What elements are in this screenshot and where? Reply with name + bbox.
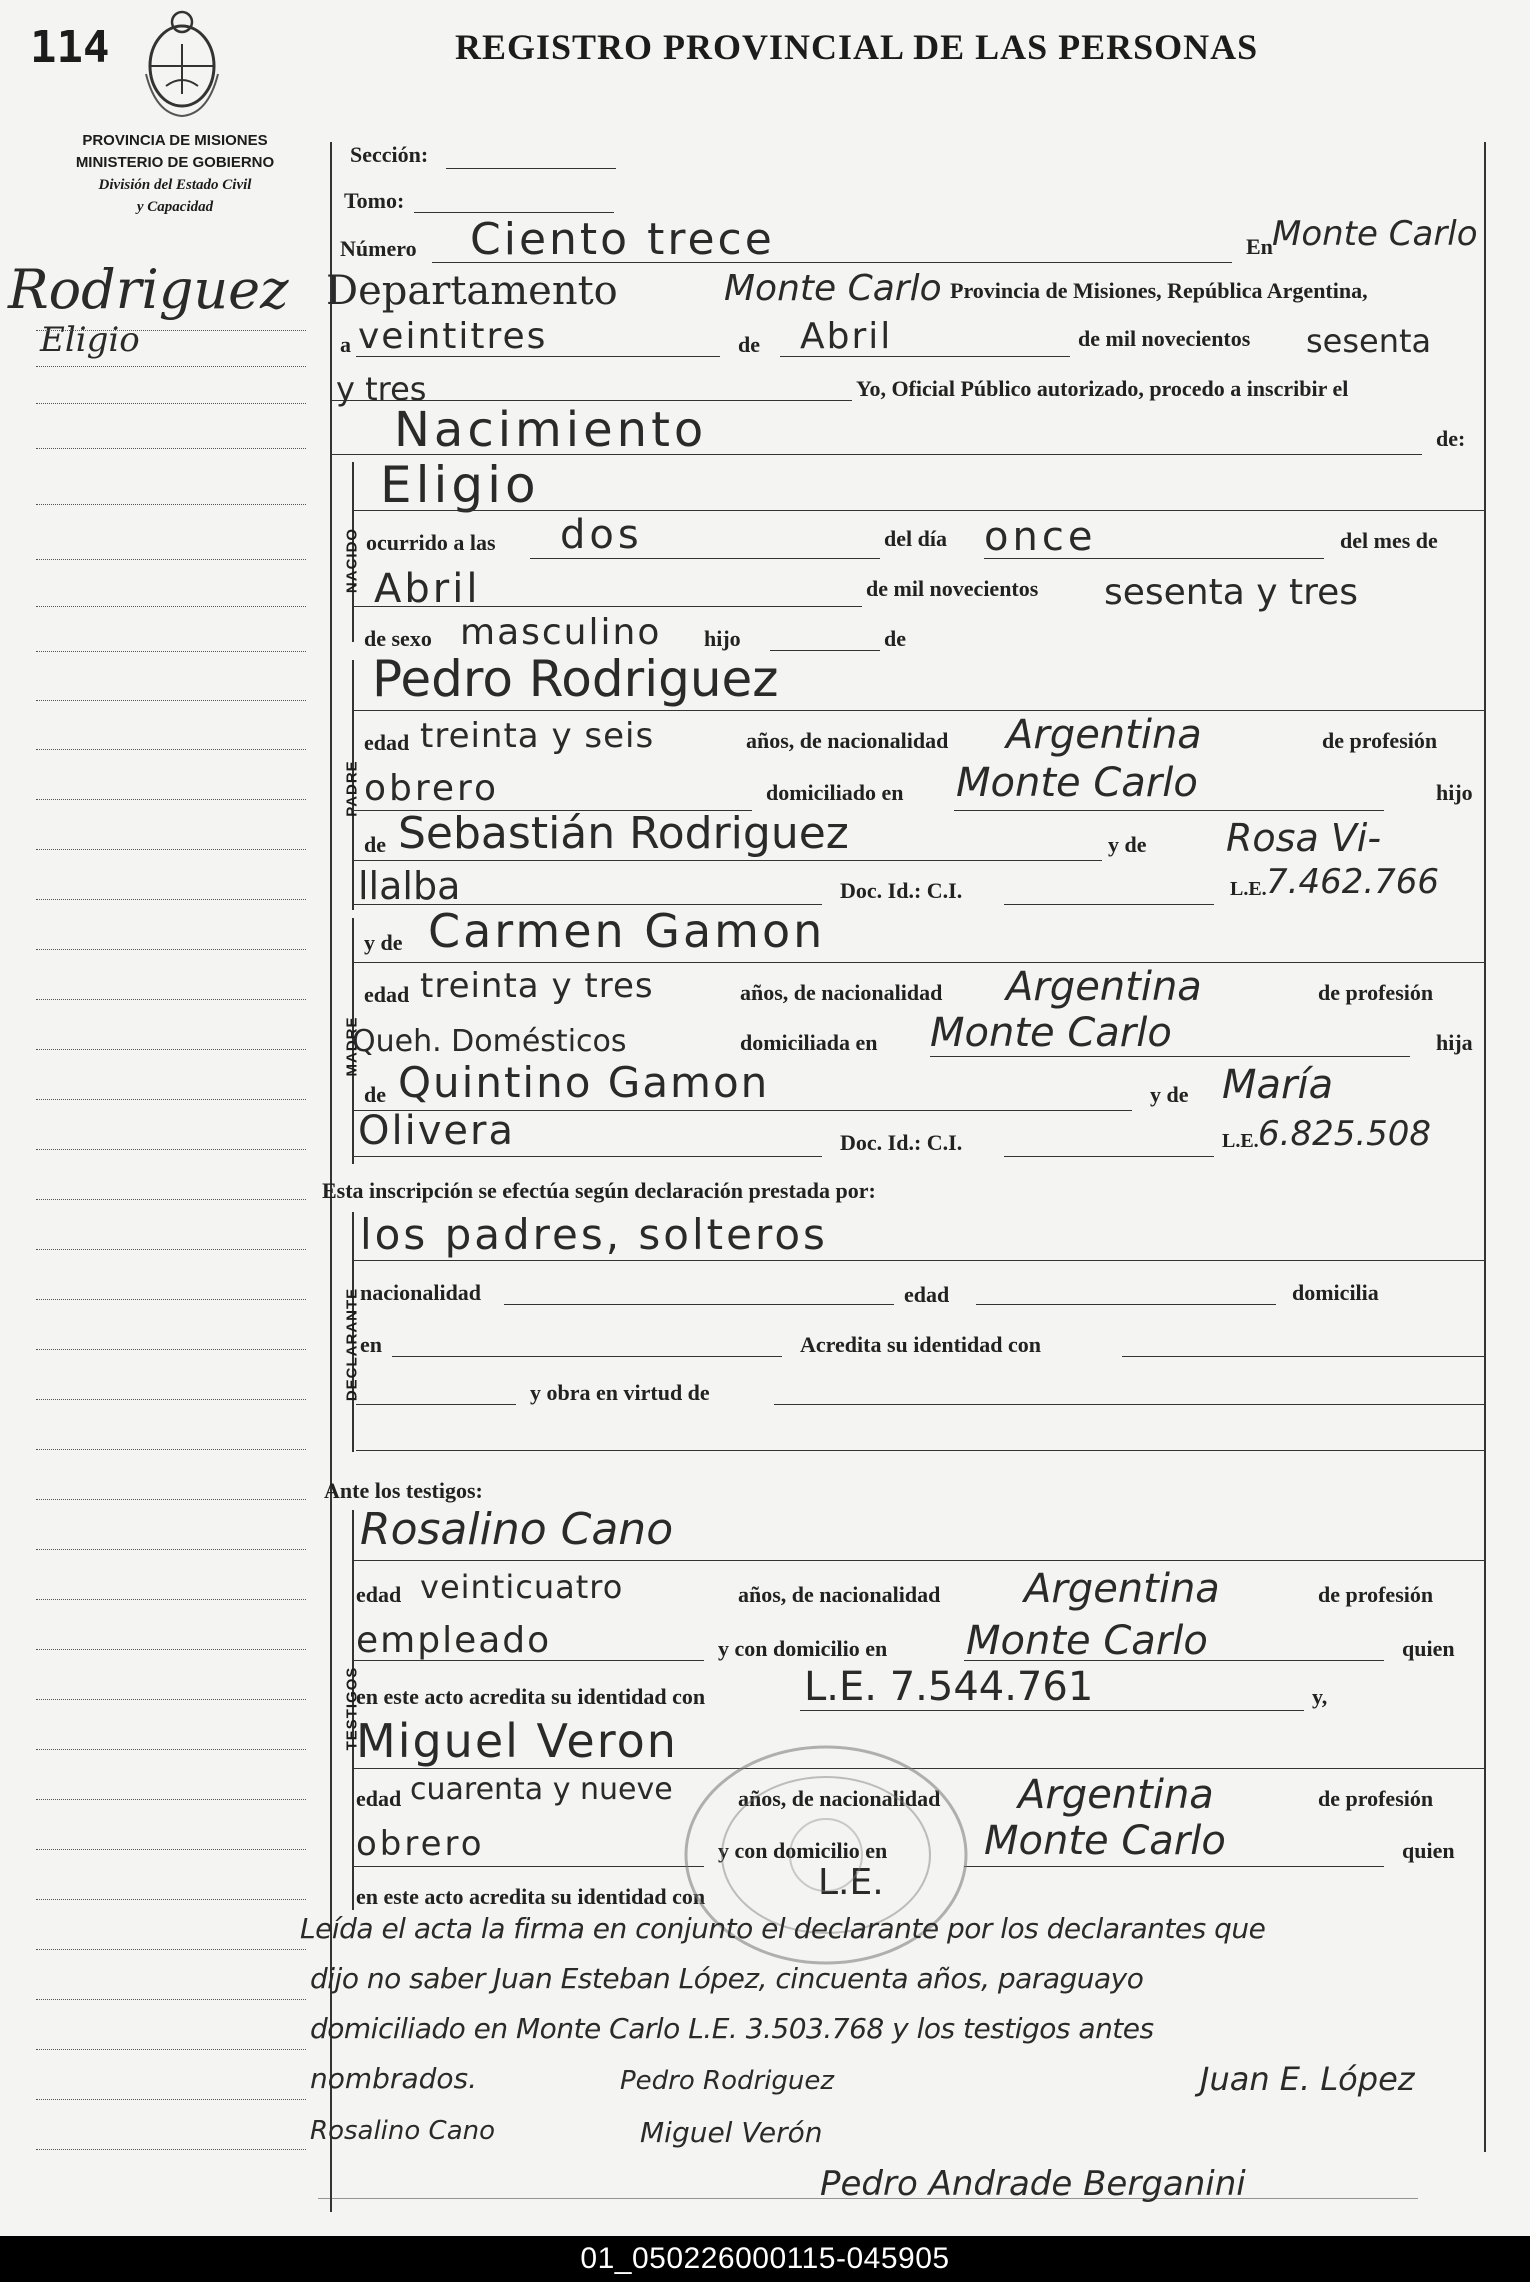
declarante-acredita-label: Acredita su identidad con: [800, 1332, 1042, 1357]
declarante-value: los padres, solteros: [360, 1210, 828, 1259]
witness1-profession: empleado: [356, 1620, 552, 1661]
madre-nac-label: años, de nacionalidad: [740, 980, 943, 1005]
oficial-text: Yo, Oficial Público autorizado, procedo a inscribir el: [856, 376, 1349, 401]
madre-section-label: MADRE: [343, 1016, 361, 1077]
madre-domicile: Monte Carlo: [930, 1010, 1172, 1056]
padre-father-name: Sebastián Rodriguez: [398, 808, 849, 859]
padre-nac-label: años, de nacionalidad: [746, 728, 949, 753]
madre-mother-name-1: María: [1222, 1062, 1334, 1108]
en-value: Monte Carlo: [1272, 214, 1478, 254]
acta-type: Nacimiento: [394, 402, 708, 458]
witness-y-label: y,: [1312, 1684, 1328, 1709]
del-mes-label: del mes de: [1340, 528, 1438, 553]
padre-age: treinta y seis: [420, 716, 655, 756]
madre-y-de-label: y de: [364, 930, 403, 955]
madre-le-label: L.E.: [1222, 1130, 1259, 1152]
seccion-label: Sección:: [350, 142, 429, 167]
witness1-prof-label: de profesión: [1318, 1582, 1434, 1607]
page-title: REGISTRO PROVINCIAL DE LAS PERSONAS: [455, 27, 1259, 67]
madre-edad-label: edad: [364, 982, 410, 1007]
testigos-intro: Ante los testigos:: [324, 1478, 483, 1503]
madre-prof-label: de profesión: [1318, 980, 1434, 1005]
ocurrido-label: ocurrido a las: [366, 530, 496, 555]
witness2-dom-label: y con domicilio en: [718, 1838, 888, 1863]
declarante-nacionalidad-label: nacionalidad: [360, 1280, 482, 1305]
numero-label: Número: [340, 236, 417, 261]
witness2-profession: obrero: [356, 1824, 485, 1864]
signature-rosalino-cano: Rosalino Cano: [310, 2116, 496, 2146]
witness2-nac-label: años, de nacionalidad: [738, 1786, 941, 1811]
witness2-acredita-label: en este acto acredita su identidad con: [356, 1884, 706, 1909]
padre-dom-label: domiciliado en: [766, 780, 904, 805]
a-label: a: [340, 332, 351, 357]
sexo-value: masculino: [460, 612, 662, 653]
day-value: veintitres: [358, 316, 548, 357]
padre-profession: obrero: [364, 768, 500, 809]
issuing-organization: [40, 130, 310, 218]
coat-of-arms-emblem: [136, 4, 228, 124]
declarante-edad-label: edad: [904, 1282, 950, 1307]
birth-year: sesenta y tres: [1104, 572, 1359, 613]
birth-hour: dos: [560, 512, 643, 558]
margin-given-name: Eligio: [40, 320, 140, 360]
birth-day: once: [984, 514, 1097, 560]
document-id-footer: 01_050226000115-045905: [0, 2236, 1530, 2282]
year-label: de mil novecientos: [1078, 326, 1251, 351]
folio-number: 114: [30, 22, 110, 73]
org-line-province: PROVINCIA DE MISIONES: [82, 132, 268, 149]
tomo-label: Tomo:: [344, 188, 405, 213]
madre-age: treinta y tres: [420, 966, 654, 1006]
witness2-age: cuarenta y nueve: [410, 1772, 673, 1807]
padre-domicile: Monte Carlo: [956, 760, 1198, 806]
signature-pedro-rodriguez: Pedro Rodriguez: [620, 2066, 835, 2096]
org-line-capacity: y Capacidad: [136, 199, 214, 215]
declarante-intro: Esta inscripción se efectúa según declaración prestada por:: [322, 1178, 876, 1203]
note-line-1: Leída el acta la firma en conjunto el declarante por los declarantes que: [300, 1912, 1266, 1945]
padre-mother-name-1: Rosa Vi-: [1226, 816, 1382, 860]
del-dia-label: del día: [884, 526, 947, 551]
birth-month: Abril: [374, 566, 481, 612]
witness1-acredita-label: en este acto acredita su identidad con: [356, 1684, 706, 1709]
madre-le-value: 6.825.508: [1258, 1114, 1432, 1154]
madre-y-de-label-2: y de: [1150, 1082, 1189, 1107]
birth-year-label: de mil novecientos: [866, 576, 1039, 601]
witness1-id: L.E. 7.544.761: [804, 1664, 1094, 1710]
madre-hija-label: hija: [1436, 1030, 1473, 1055]
madre-de-label: de: [364, 1082, 386, 1107]
nacido-de-label: de: [884, 626, 906, 651]
madre-dom-label: domiciliada en: [740, 1030, 878, 1055]
departamento-prefix: Departamento: [326, 268, 618, 314]
witness2-nationality: Argentina: [1018, 1772, 1214, 1818]
note-line-3: domiciliado en Monte Carlo L.E. 3.503.768 y los testigos antes: [310, 2012, 1154, 2045]
witness2-prof-label: de profesión: [1318, 1786, 1434, 1811]
witness2-id: L.E.: [818, 1862, 884, 1903]
padre-hijo-label: hijo: [1436, 780, 1473, 805]
padre-section-label: PADRE: [343, 760, 361, 817]
year-value-2: y tres: [336, 370, 427, 408]
provincia-text: Provincia de Misiones, República Argentina,: [950, 278, 1368, 303]
madre-profession: Queh. Domésticos: [352, 1024, 627, 1059]
margin-surname: Rodriguez: [8, 258, 289, 321]
madre-name: Carmen Gamon: [428, 904, 826, 958]
declarante-obra-label: y obra en virtud de: [530, 1380, 710, 1405]
witness1-quien-label: quien: [1402, 1636, 1455, 1661]
madre-mother-name-2: Olivera: [358, 1108, 515, 1154]
declarante-domicilia-label: domicilia: [1292, 1280, 1379, 1305]
witness2-quien-label: quien: [1402, 1838, 1455, 1863]
de-label: de: [738, 332, 760, 357]
padre-nationality: Argentina: [1006, 712, 1202, 758]
witness1-dom-label: y con domicilio en: [718, 1636, 888, 1661]
en-label: En: [1246, 234, 1273, 259]
main-frame-right-border: [1484, 142, 1486, 2152]
declarante-section-label: DECLARANTE: [343, 1287, 361, 1402]
padre-prof-label: de profesión: [1322, 728, 1438, 753]
signature-juan-lopez: Juan E. López: [1200, 2060, 1415, 2098]
month-value: Abril: [800, 316, 893, 357]
declarante-en-label: en: [360, 1332, 382, 1357]
nacido-section-label: NACIDO: [343, 527, 361, 594]
year-value-1: sesenta: [1306, 322, 1432, 360]
witness2-edad-label: edad: [356, 1786, 402, 1811]
numero-value: Ciento trece: [470, 214, 775, 265]
padre-mother-name-2: llalba: [358, 864, 461, 908]
padre-name: Pedro Rodriguez: [372, 650, 779, 708]
padre-y-de-label: y de: [1108, 832, 1147, 857]
org-line-ministry: MINISTERIO DE GOBIERNO: [75, 154, 275, 171]
witness1-name: Rosalino Cano: [360, 1504, 674, 1555]
witness1-edad-label: edad: [356, 1582, 402, 1607]
padre-le-label: L.E.: [1230, 878, 1267, 900]
padre-edad-label: edad: [364, 730, 410, 755]
departamento-value: Monte Carlo: [724, 268, 942, 309]
nacido-name: Eligio: [380, 456, 540, 514]
witness2-domicile: Monte Carlo: [984, 1818, 1226, 1864]
signature-miguel-veron: Miguel Verón: [640, 2116, 823, 2149]
testigos-section-label: TESTIGOS: [343, 1666, 361, 1751]
note-line-4: nombrados.: [310, 2062, 477, 2095]
sexo-label: de sexo: [364, 626, 432, 651]
padre-le-value: 7.462.766: [1266, 862, 1440, 902]
madre-nationality: Argentina: [1006, 964, 1202, 1010]
witness2-name: Miguel Veron: [356, 1714, 678, 1768]
de-colon-label: de:: [1436, 426, 1466, 451]
signature-official: Pedro Andrade Berganini: [820, 2164, 1246, 2204]
padre-doc-label: Doc. Id.: C.I.: [840, 878, 963, 903]
madre-doc-label: Doc. Id.: C.I.: [840, 1130, 963, 1155]
madre-father-name: Quintino Gamon: [398, 1058, 770, 1107]
padre-de-label: de: [364, 832, 386, 857]
main-frame-left-border: [330, 142, 332, 2212]
hijo-label: hijo: [704, 626, 741, 651]
witness1-age: veinticuatro: [420, 1568, 624, 1606]
org-line-division: División del Estado Civil: [98, 177, 252, 193]
witness1-nationality: Argentina: [1024, 1566, 1220, 1612]
witness1-domicile: Monte Carlo: [966, 1618, 1208, 1664]
witness1-nac-label: años, de nacionalidad: [738, 1582, 941, 1607]
note-line-2: dijo no saber Juan Esteban López, cincuenta años, paraguayo: [310, 1962, 1144, 1995]
